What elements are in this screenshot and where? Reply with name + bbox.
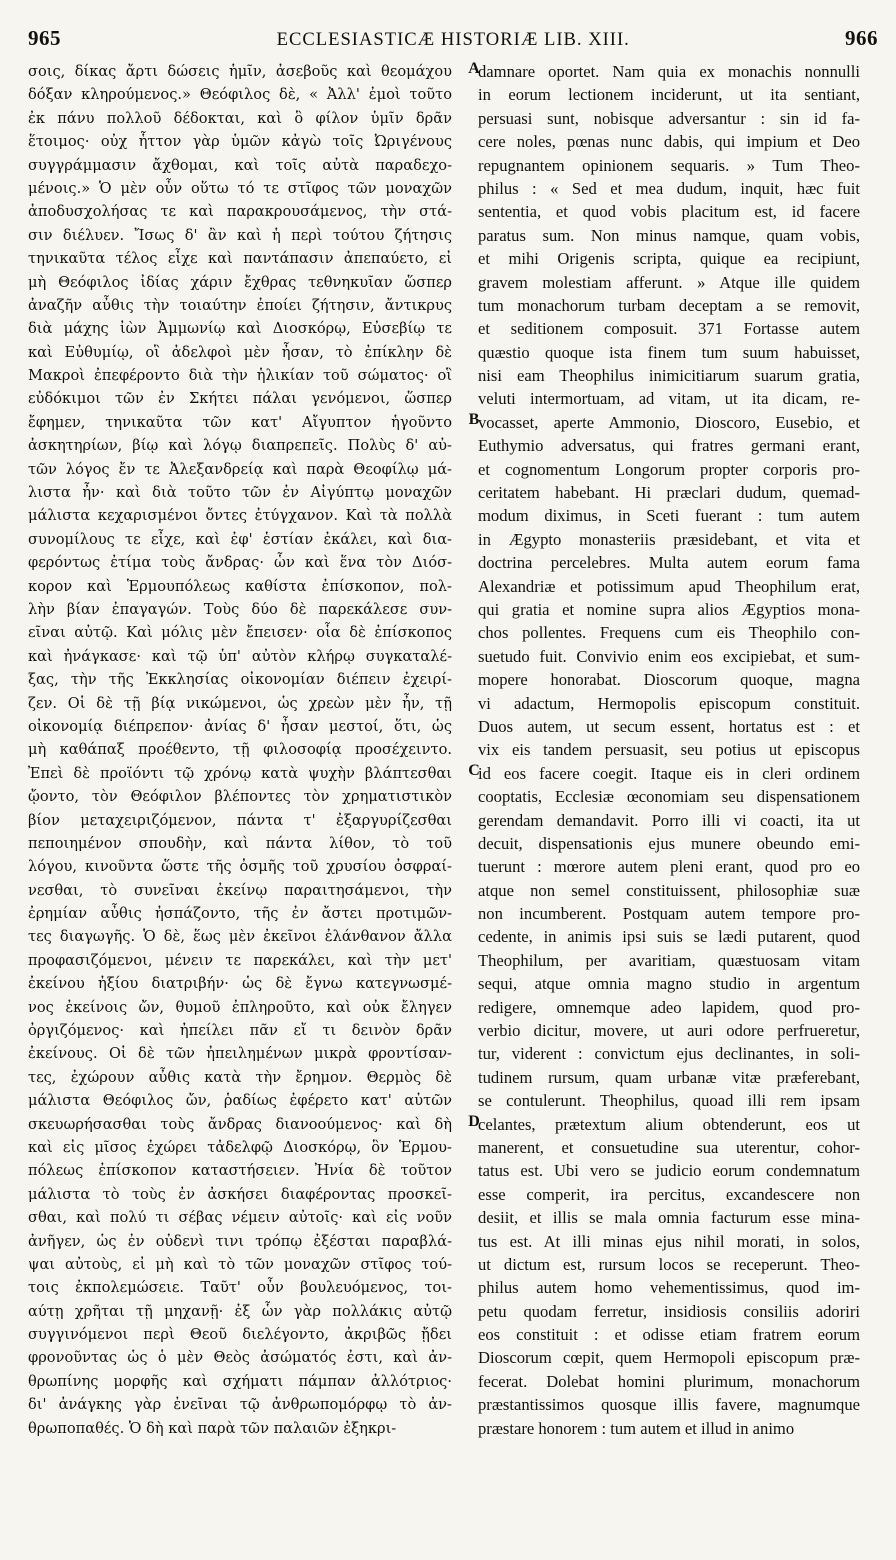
greek-text-line: ἔφημεν, τηνικαῦτα τῶν κατ' Αἴγυπτον ἡγοῦντο bbox=[28, 413, 452, 431]
greek-text-line: τες διαγωγῆς. Ὁ δὲ, ἕως μὲν ἐκεῖνοι ἐλάνθανον ἄλλα bbox=[28, 928, 452, 946]
greek-text-line: ᾤοντο, τὸν Θεόφιλον βλέποντες τὸν χρηματιστικὸν bbox=[28, 788, 452, 806]
margin-letter: A bbox=[468, 60, 480, 77]
greek-text-line: τῶν λόγος ἔν τε Ἀλεξανδρείᾳ καὶ παρὰ Θεοφίλῳ μά- bbox=[28, 460, 452, 478]
latin-text-line: Duos autem, ut secum essent, hortatus est : et bbox=[478, 716, 860, 736]
greek-text-line: ἐκείνου ἠξίου διατριβήν· ὡς δὲ ἔγνω κατεγνωσμέ- bbox=[28, 975, 452, 993]
latin-text-line: damnare oportet. Nam quia ex monachis nonnulli bbox=[478, 62, 860, 81]
greek-text-line: διὰ μάχης ἰὼν Ἀμμωνίῳ καὶ Διοσκόρῳ, Εὐσεβίῳ τε bbox=[28, 320, 452, 338]
latin-text-line: Theophilum, per avaritiam, quæstuosam vitam bbox=[478, 950, 860, 970]
greek-text-line: πόλεως ἐπίσκοπον καταστήσειεν. Ἠνία δὲ τοῦτον bbox=[28, 1162, 452, 1180]
greek-text-line: τοις ἐκπολεμώσειε. Ταῦτ' οὖν βουλευόμενος, τοι- bbox=[28, 1279, 452, 1297]
latin-text-line: et cognomentum Longorum propter corporis pro- bbox=[478, 459, 860, 479]
latin-text-line: philus : « Sed et mea dudum, inquit, hæc fuit bbox=[478, 178, 860, 198]
greek-text-line: ἀσκητηρίων, βίῳ καὶ λόγῳ διαπρεπεῖς. Πολὺς δ' αὐ- bbox=[28, 437, 452, 455]
greek-text-line: σιν διέλυεν. Ἴσως δ' ἂν καὶ ἡ περὶ τούτου ζήτησις bbox=[28, 226, 452, 244]
latin-text-line: philus autem homo vehementissimus, quod im- bbox=[478, 1278, 860, 1298]
latin-text-line: tum monachorum turbam deceptam a se removit, bbox=[478, 295, 860, 315]
greek-text-line: νεσθαι, τὸ συνεῖναι ἐκείνῳ παραιτησάμενοι, τὴν bbox=[28, 881, 452, 899]
greek-text-line: συνομίλους τε εἶχε, καὶ ἐφ' ἑστίαν ἐκάλει, καὶ δια- bbox=[28, 530, 452, 548]
greek-text-line: κορον καὶ Ἑρμουπόλεως καθίστα ἐπίσκοπον, πολ- bbox=[28, 577, 452, 595]
latin-text-line: non incumberent. Postquam autem tempore pro- bbox=[478, 904, 860, 924]
greek-text-line: μάλιστα τὸ τοὺς ἐν ἀσκήσει διαφέροντας προσκεῖ- bbox=[28, 1185, 452, 1203]
latin-text-line: id eos facere coegit. Itaque eis in cleri ordinem bbox=[478, 763, 860, 783]
greek-text-line: βίον μεταχειριζόμενον, πάντα τ' ἐξαργυρίζεσθαι bbox=[28, 811, 452, 829]
greek-text-line: τηνικαῦτα τέλος εἶχε καὶ παντάπασιν ἀπεπαύετο, εἰ bbox=[28, 250, 452, 268]
latin-text-line: veluti intermortuam, ad vitam, ut ita dicam, re- bbox=[478, 389, 860, 409]
latin-text-line: vi adactum, Hermopolis episcopum constituit. bbox=[478, 693, 860, 713]
running-title: ECCLESIASTICÆ HISTORIÆ LIB. XIII. bbox=[276, 29, 630, 50]
latin-text-line: fecerat. Dolebat homini plurimum, monachorum bbox=[478, 1371, 860, 1391]
latin-text-line: ceritatem habebant. Hi præclari dudum, quemad- bbox=[478, 483, 860, 503]
greek-text-line: νος ἐκείνοις ὤν, θυμοῦ ἐπληροῦτο, καὶ οὐκ ἔληγεν bbox=[28, 998, 452, 1016]
latin-text-line: Dioscorum cœpit, quem Hermopoli episcopum præ- bbox=[478, 1348, 860, 1368]
running-header bbox=[28, 26, 878, 60]
latin-text-line: atque non semel constituissent, philosophiæ suæ bbox=[478, 880, 860, 900]
latin-text-line: celantes, prætextum alium obtenderunt, eos ut bbox=[478, 1114, 860, 1134]
greek-text-line: ξας, τὴν τῆς Ἐκκλησίας οἰκονομίαν διέπειν ἐχειρί- bbox=[28, 671, 452, 689]
latin-text-line: suetudo fuit. Convivio enim eos excipiebat, et sum- bbox=[478, 646, 860, 666]
latin-text-line: decuit, dispensationis ejus munere obeundo emi- bbox=[478, 833, 860, 853]
greek-text-line: Ἐπεὶ δὲ προϊόντι τῷ χρόνῳ κατὰ ψυχὴν βλάπτεσθαι bbox=[28, 764, 452, 782]
greek-text-line: συγγράμμασιν ἄχθομαι, καὶ τοῖς αὐτὰ παραδεχο- bbox=[28, 156, 452, 174]
greek-text-line: φρονοῦντας ὡς ὁ μὲν Θεὸς ἀσώματός ἐστι, καὶ ἀν- bbox=[28, 1349, 452, 1367]
latin-text-line: esse comperit, ira percitus, excandescere non bbox=[478, 1184, 860, 1204]
greek-text-line: αύτῃ χρῆται τῇ μηχανῇ· ἐξ ὧν γὰρ πολλάκις αὐτῷ bbox=[28, 1302, 452, 1320]
greek-text-line: μάλιστα κεχαρισμένοι ὄντες ἐτύγχανον. Καὶ τὰ πολλὰ bbox=[28, 507, 452, 525]
greek-text-line: λιστα ἦν· καὶ διὰ τοῦτο τῶν ἐν Αἰγύπτῳ μοναχῶν bbox=[28, 484, 452, 502]
greek-text-line: οἰκονομίᾳ διέπρεπον· ἀνίας δ' ἦσαν μεστοί, ὅτι, ὡς bbox=[28, 717, 452, 735]
greek-text-line: καὶ Εὐθυμίῳ, οἳ ἀδελφοὶ μὲν ἦσαν, τὸ ἐπίκλην δὲ bbox=[28, 343, 452, 361]
margin-letter: C bbox=[468, 762, 480, 779]
latin-text-line: cedente, in animis ipsi suis se lædi putarent, quod bbox=[478, 927, 860, 947]
greek-text-line: θρωποπαθές. Ὁ δὴ καὶ παρὰ τῶν παλαιῶν ἐξηκρι- bbox=[28, 1419, 397, 1437]
greek-text-line: μὴ Θεόφιλος ἰδίας χάριν ἔχθρας τεθνηκυῖαν ὥσπερ bbox=[28, 273, 452, 291]
latin-text-line: modum diximus, in Sceti fuerant : tum autem bbox=[478, 506, 860, 526]
greek-text-line: ἀνῆγεν, ὡς ἐν οὐδενὶ τινι τρόπῳ ἐξέσται παραβλά- bbox=[28, 1232, 452, 1250]
latin-text-line: et mihi Origenis scripta, quique ea recipiunt, bbox=[478, 249, 860, 269]
latin-text-line: sententia, et quod vobis placitum est, id facere bbox=[478, 202, 860, 222]
latin-text-line: redigere, omnemque adeo lapidem, quod pro- bbox=[478, 997, 860, 1017]
latin-text-line: Alexandriæ et potissimum apud Theophilum erat, bbox=[478, 576, 860, 596]
latin-text-line: in eorum lectionem inciderunt, ut ita sentiant, bbox=[478, 85, 860, 105]
latin-text-line: gerendam demandavit. Porro illi vi coacti, ita ut bbox=[478, 810, 860, 830]
greek-text-line: ζεν. Οἱ δὲ τῇ βίᾳ νικώμενοι, ὡς χρεὼν μὲν ἦν, τῇ bbox=[28, 694, 452, 712]
latin-text-line: persuasi sunt, nobisque adversantur : sin id fa- bbox=[478, 108, 860, 128]
latin-text-line: præstare honorem : tum autem et illud in animo bbox=[478, 1418, 795, 1438]
latin-text-line: cere noles, pœnas nunc dabis, qui impium et Deo bbox=[478, 132, 860, 152]
greek-text-line: προφασιζόμενοι, μένειν τε παρεκάλει, καὶ τὴν μετ' bbox=[28, 951, 452, 969]
text-columns bbox=[28, 60, 878, 1440]
latin-text-line: paratus sum. Non minus namque, quam vobis, bbox=[478, 225, 860, 245]
margin-letter: D bbox=[468, 1113, 480, 1130]
latin-text-line: præstantissimos quosque illis favere, magnumque bbox=[478, 1395, 860, 1415]
greek-text-line: ἐκείνους. Οἱ δὲ τῶν ἠπειλημένων μικρὰ φροντίσαν- bbox=[28, 1045, 452, 1063]
latin-text-line: tatus est. Ubi vero se judicio eorum condemnatum bbox=[478, 1161, 860, 1181]
greek-text-line: συγγινόμενοι περὶ Θεοῦ διελέγοντο, ἀκριβῶς ᾔδει bbox=[28, 1326, 452, 1344]
latin-text-line: quæstio quoque ista finem tum suum habuisset, bbox=[478, 342, 860, 362]
latin-text-line: sequi, atque omnia magno studio in argentum bbox=[478, 974, 860, 994]
latin-text-line: et seditionem composuit. 371 Fortasse autem bbox=[478, 319, 860, 339]
latin-text-line: cooptatis, Ecclesiæ œconomiam seu dispensationem bbox=[478, 787, 860, 807]
greek-text-line: ἕτοιμος· οὐχ ἧττον γὰρ ὑμῶν κἀγὼ τοῖς Ὠριγένους bbox=[28, 133, 452, 151]
latin-text-line: qui gratia et nomine supra alios Ægyptios mona- bbox=[478, 599, 860, 619]
greek-text-line: μάλιστα Θεόφιλος ὤν, ῥαδίως ἐφέρετο κατ' αὐτῶν bbox=[28, 1092, 452, 1110]
latin-text-line: vocasset, aperte Ammonio, Dioscoro, Eusebio, et bbox=[478, 412, 860, 432]
greek-text-line: λὴν βίαν ἐπαγαγών. Τοὺς δύο δὲ παρεκάλεσε συν- bbox=[28, 600, 452, 618]
latin-text-line: gravem molestiam afferunt. » Atque ille quidem bbox=[478, 272, 860, 292]
latin-text-line: chos pollentes. Frequens cum eis Theophilo con- bbox=[478, 623, 860, 643]
latin-text-line: desiit, et illis se mala omnia facturum esse mina- bbox=[478, 1208, 860, 1228]
latin-text-line: mopere honorabat. Dioscorum quoque, magna bbox=[478, 670, 860, 690]
greek-text-line: εὐδόκιμοι τῶν ἐν Σκήτει πάλαι γενόμενοι, ὥσπερ bbox=[28, 390, 452, 408]
greek-column bbox=[28, 60, 460, 1440]
latin-text-line: repugnantem opinionem sequaris. » Tum Theo- bbox=[478, 155, 860, 175]
greek-text-line: ἀναζῆν αὖθις τὴν τοιαύτην ἐποίει ζήτησιν, ἄντικρυς bbox=[28, 296, 452, 314]
greek-text-line: μὴ καθάπαξ προέθεντο, τῇ φιλοσοφίᾳ προσέχειντο. bbox=[28, 741, 452, 759]
greek-text-line: καὶ εἰς μῖσος ἐχώρει τἀδελφῷ Διοσκόρῳ, ὃν Ἑρμου- bbox=[28, 1138, 452, 1156]
greek-text-line: ὀργιζόμενος· καὶ ἠπείλει πᾶν εἴ τι δεινὸν δρᾶν bbox=[28, 1022, 452, 1040]
greek-text-line: θρωπίνης μορφῆς καὶ σχήματι πάμπαν ἀλλότριος· bbox=[28, 1372, 452, 1390]
greek-text-line: λόγου, κινοῦντα ὥστε τῆς ὀσμῆς τοῦ χρυσίου ὀσφραί- bbox=[28, 858, 452, 876]
greek-text-line: φερόντως ἐτίμα τοὺς ἄνδρας· ὧν καὶ ἕνα τὸν Διόσ- bbox=[28, 554, 452, 572]
latin-text-line: Euthymio adversatus, qui fratres germani erant, bbox=[478, 436, 860, 456]
latin-text-line: ut dictum est, rursum locos se receperunt. Theo- bbox=[478, 1254, 860, 1274]
right-page-number: 966 bbox=[845, 26, 878, 50]
greek-text-line: δόξαν κληρούμενος.» Θεόφιλος δὲ, « Ἀλλ' ἐμοὶ τοῦτο bbox=[28, 86, 452, 104]
greek-text-line: μένοις.» Ὁ μὲν οὖν οὕτω τό τε στῖφος τῶν μοναχῶν bbox=[28, 179, 452, 197]
latin-text-line: nisi eam Theophilus inimicitiarum suarum gratia, bbox=[478, 366, 860, 386]
greek-text-line: τες, ἐχώρουν αὖθις κατὰ τὴν ἔρημον. Θερμὸς δὲ bbox=[28, 1068, 452, 1086]
latin-text-line: verbio dicitur, movere, ut auri odore perfrueretur, bbox=[478, 1021, 860, 1041]
latin-column bbox=[460, 60, 860, 1440]
latin-text-line: tuerunt : mœrore autem pleni erant, quod pro eo bbox=[478, 857, 860, 877]
margin-letter: B bbox=[468, 411, 480, 428]
latin-text-line: tudinem rursum, quam urbanæ vitæ præferebant, bbox=[478, 1067, 860, 1087]
latin-text-line: manerent, et consuetudine sua uterentur, cohor- bbox=[478, 1137, 860, 1157]
greek-text-line: πεποιημένον σπουδὴν, καὶ πάντα λίθον, τὸ τοῦ bbox=[28, 834, 452, 852]
greek-text-line: ἐρημίαν αὖθις ἠσπάζοντο, τῆς ἐν ἄστει προτιμῶν- bbox=[28, 905, 452, 923]
greek-text-line: Μακροὶ ἐπεφέροντο διὰ τὴν ἡλικίαν τοῦ σώματος· οἳ bbox=[28, 367, 452, 385]
greek-text-line: σθαι, καὶ πολύ τι σέβας νέμειν αὐτοῖς· καὶ εἰς νοῦν bbox=[28, 1209, 452, 1227]
left-page-number: 965 bbox=[28, 26, 61, 50]
greek-text-line: ἐκ πάνυ πολλοῦ δέδοκται, καὶ ὃ φίλον ὑμῖν δρᾶν bbox=[28, 109, 452, 127]
latin-text-line: vix eis tandem persuasit, seu potius ut episcopus bbox=[478, 740, 860, 760]
latin-text-line: in Ægypto monasteriis præsidebant, et vita et bbox=[478, 529, 860, 549]
greek-text-line: δι' ἀνάγκης γὰρ ἐνεῖναι τῷ ἀνθρωπομόρφῳ τὸ ἀν- bbox=[28, 1396, 452, 1414]
margin-letters bbox=[466, 60, 482, 1560]
latin-text-line: doctrina percelebres. Multa autem eorum fama bbox=[478, 553, 860, 573]
greek-text-line: σοις, δίκας ἄρτι δώσεις ἡμῖν, ἀσεβοῦς καὶ θεομάχου bbox=[28, 63, 452, 80]
latin-text-line: se contulerunt. Theophilus, quoad illi rem ipsam bbox=[478, 1091, 860, 1111]
greek-text-line: εῖναι αὐτῷ. Καὶ μόλις μὲν ἔπεισεν· οἷα δὲ ἐπίσκοπος bbox=[28, 624, 452, 642]
latin-text-line: tus est. At illi minas ejus nihil morati, in solos, bbox=[478, 1231, 860, 1251]
greek-text-line: καὶ ἠνάγκασε· καὶ τῷ ὑπ' αὐτὸν κλήρῳ συγκαταλέ- bbox=[28, 647, 452, 665]
latin-text-line: petu quodam ferretur, insidiosis consiliis adoriri bbox=[478, 1301, 860, 1321]
greek-text-line: ἀποδυσχολήσας τε καὶ παρακρουσάμενος, τὴν στά- bbox=[28, 203, 452, 221]
latin-text-line: eos constituit : et odisse etiam fratrem eorum bbox=[478, 1325, 860, 1345]
greek-text-line: σκευωρήσασθαι τοὺς ἄνδρας διανοούμενος· καὶ δὴ bbox=[28, 1115, 452, 1133]
latin-text-line: tur, viderent : convictum ejus declinantes, in soli- bbox=[478, 1044, 860, 1064]
greek-text-line: ψαι αὐτοὺς, εἰ μὴ καὶ τὸ τῶν μοναχῶν στῖφος τού- bbox=[28, 1255, 452, 1273]
